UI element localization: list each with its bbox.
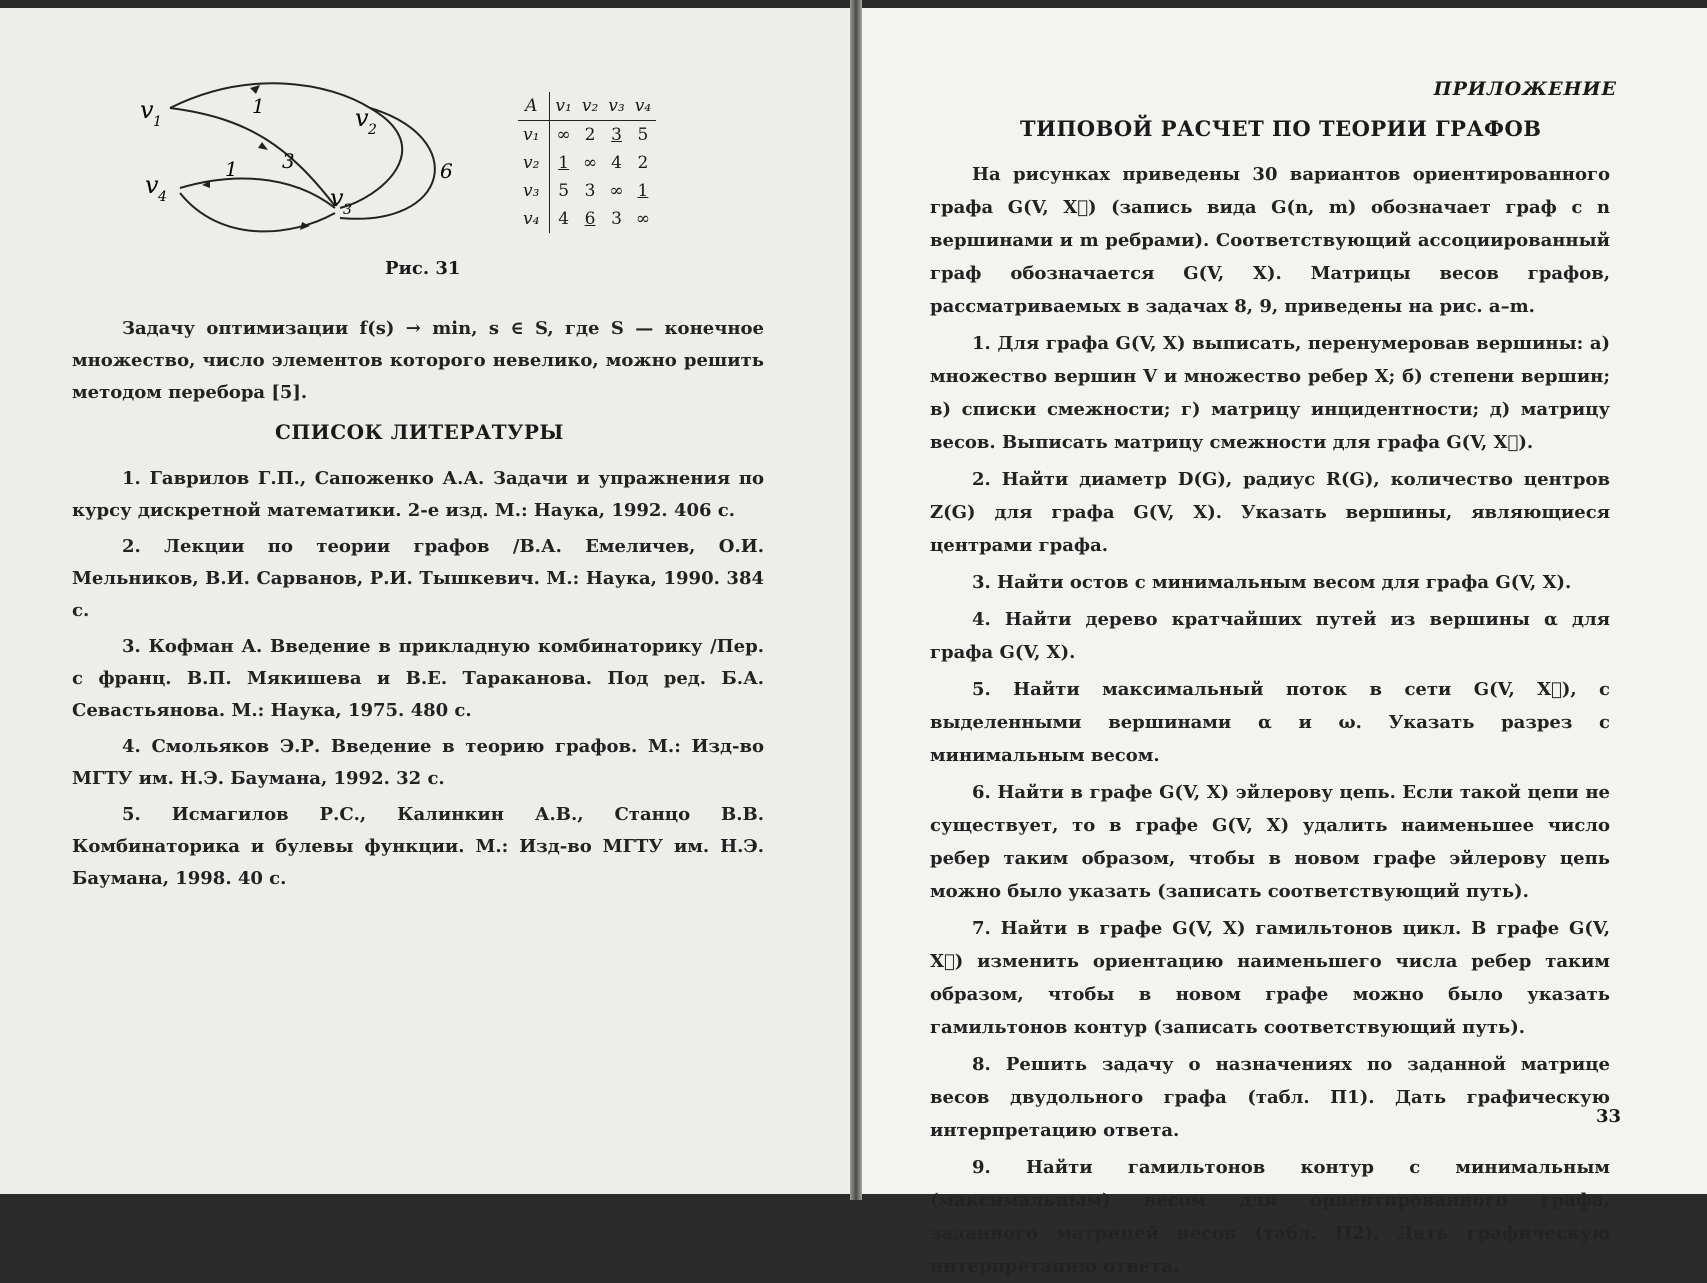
- reference-item: 1. Гаврилов Г.П., Сапоженко А.А. Задачи и упражнения по курсу дискретной математики. 2-е изд. М.: Наука, 1992. 406 с.: [72, 468, 764, 521]
- page-number: 33: [1595, 1106, 1621, 1127]
- matrix-cell: ∞: [582, 153, 598, 173]
- weight-label: 6: [440, 159, 453, 183]
- matrix-cell: 1: [637, 181, 649, 201]
- task-item: 5. Найти максимальный поток в сети G(V, X⃗), с выделенными вершинами α и ω. Указать разрез с минимальным весом.: [930, 679, 1610, 766]
- right-page: [862, 8, 1707, 1277]
- running-head: ПРИЛОЖЕНИЕ: [1433, 78, 1617, 100]
- matrix-row-label: v₃: [518, 177, 550, 205]
- left-paragraph-block: [72, 313, 764, 409]
- matrix-corner: A: [518, 92, 550, 121]
- matrix-cell: 3: [584, 181, 596, 201]
- arrowhead: [258, 142, 268, 150]
- matrix-cell: ∞: [635, 209, 650, 229]
- left-page: [0, 8, 850, 1194]
- weight-label: 1: [225, 157, 238, 181]
- references-title: СПИСОК ЛИТЕРАТУРЫ: [275, 420, 564, 444]
- matrix-row: [518, 177, 656, 205]
- weight-matrix: [518, 92, 656, 233]
- matrix-cell: 6: [584, 209, 596, 229]
- matrix-cell: 5: [558, 181, 570, 201]
- edge-v3-v4: [180, 178, 335, 208]
- task-item: 4. Найти дерево кратчайших путей из вершины α для графа G(V, X).: [930, 609, 1610, 663]
- matrix-col-header: v₂: [577, 92, 603, 121]
- intro-paragraph: На рисунках приведены 30 вариантов ориентированного графа G(V, X⃗) (запись вида G(n, m) обозначает граф с n вершинами и m ребрами). Соответствующий ассоциированный граф обозначается G(V, X). Матрицы весов графов, рассматриваемых в задачах 8, 9, приведены на рис. a–m.: [930, 164, 1610, 317]
- matrix-row: [518, 121, 656, 150]
- edge-v1-v3: [170, 108, 335, 206]
- edge-v4-v3: [180, 193, 335, 231]
- matrix-cell: ∞: [556, 125, 571, 145]
- graph-diagram: [140, 78, 520, 258]
- optimization-paragraph: Задачу оптимизации f(s) → min, s ∈ S, где S — конечное множество, число элементов которого невелико, можно решить методом перебора [5].: [72, 318, 764, 403]
- reference-item: 4. Смольяков Э.Р. Введение в теорию графов. М.: Изд-во МГТУ им. Н.Э. Баумана, 1992. 32 с.: [72, 736, 764, 789]
- matrix-col-header: v₃: [603, 92, 629, 121]
- matrix-col-header: v₁: [550, 92, 577, 121]
- matrix-cell: 1: [558, 153, 570, 173]
- matrix-cell: 3: [611, 209, 622, 229]
- matrix-cell: 4: [611, 153, 622, 173]
- matrix-row: [518, 149, 656, 177]
- task-item: 3. Найти остов с минимальным весом для графа G(V, X).: [972, 572, 1572, 593]
- task-item: 7. Найти в графе G(V, X) гамильтонов цикл. В графе G(V, X⃗) изменить ориентацию наименьшего числа ребер таким образом, чтобы в новом графе можно было указать гамильтонов контур (записать соответствующий путь).: [930, 918, 1610, 1038]
- edge-v1-v2: [170, 83, 370, 108]
- vertex-v1: v: [140, 96, 154, 124]
- book-gutter: [850, 0, 862, 1200]
- matrix-header-row: [518, 92, 656, 121]
- reference-item: 2. Лекции по теории графов /В.А. Емеличев, О.И. Мельников, В.И. Сарванов, Р.И. Тышкевич. М.: Наука, 1990. 384 с.: [72, 536, 764, 621]
- matrix-cell: 4: [558, 209, 570, 229]
- matrix-row-label: v₄: [518, 205, 550, 233]
- task-item: 8. Решить задачу о назначениях по заданной матрице весов двудольного графа (табл. П1). Дать графическую интерпретацию ответа.: [930, 1054, 1610, 1141]
- matrix-row-label: v₂: [518, 149, 550, 177]
- task-item: 2. Найти диаметр D(G), радиус R(G), количество центров Z(G) для графа G(V, X). Указать вершины, являющиеся центрами графа.: [930, 469, 1610, 556]
- vertex-sub: 2: [368, 122, 377, 138]
- matrix-cell: 5: [637, 125, 649, 145]
- matrix-cell: 2: [637, 153, 649, 173]
- task-item: 6. Найти в графе G(V, X) эйлерову цепь. Если такой цепи не существует, то в графе G(V, X) удалить наименьшее число ребер таким образом, чтобы в новом графе эйлерову цепь можно было указать (записать соответствующий путь).: [930, 782, 1610, 902]
- matrix-row: [518, 205, 656, 233]
- matrix-col-header: v₄: [630, 92, 656, 121]
- task-item: 1. Для графа G(V, X) выписать, перенумеровав вершины: а) множество вершин V и множество ребер X; б) степени вершин; в) списки смежности; г) матрицу инцидентности; д) матрицу весов. Выписать матрицу смежности для графа G(V, X⃗).: [930, 333, 1610, 453]
- weight-label: 3: [282, 149, 295, 173]
- appendix-title: ТИПОВОЙ РАСЧЕТ ПО ТЕОРИИ ГРАФОВ: [1020, 116, 1542, 141]
- arrowhead: [300, 222, 310, 230]
- weight-label: 1: [252, 94, 265, 118]
- vertex-v2: v: [355, 104, 369, 132]
- vertex-sub: 1: [153, 114, 162, 130]
- references-list: [72, 463, 764, 899]
- vertex-sub: 4: [158, 189, 167, 205]
- task-item: 9. Найти гамильтонов контур с минимальным (максимальным) весом для ориентированного графа, заданного матрицей весов (табл. П2). Дать графическую интерпретацию ответа.: [930, 1157, 1610, 1277]
- right-text-block: [930, 158, 1610, 1283]
- vertex-v3: v: [330, 184, 344, 212]
- vertex-v4: v: [145, 171, 159, 199]
- matrix-cell: ∞: [609, 181, 624, 201]
- matrix-cell: 2: [584, 125, 596, 145]
- arrowhead: [250, 85, 260, 94]
- matrix-row-label: v₁: [518, 121, 550, 150]
- matrix-cell: 3: [611, 125, 622, 145]
- figure-31: [140, 78, 780, 278]
- reference-item: 5. Исмагилов Р.С., Калинкин А.В., Станцо В.В. Комбинаторика и булевы функции. М.: Изд-во МГТУ им. Н.Э. Баумана, 1998. 40 с.: [72, 804, 764, 889]
- figure-caption: Рис. 31: [385, 258, 461, 279]
- reference-item: 3. Кофман А. Введение в прикладную комбинаторику /Пер. с франц. В.П. Мякишева и В.Е. Тараканова. Под ред. Б.А. Севастьянова. М.: Наука, 1975. 480 с.: [72, 636, 764, 721]
- vertex-sub: 3: [343, 202, 352, 218]
